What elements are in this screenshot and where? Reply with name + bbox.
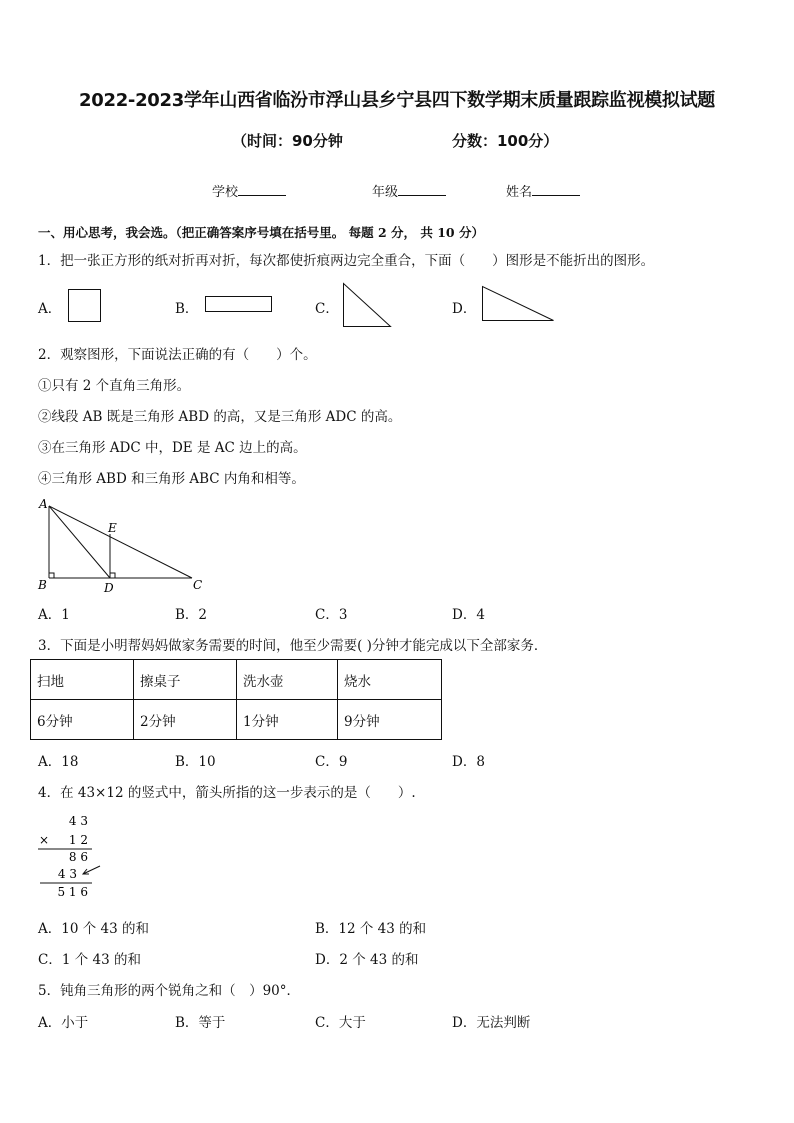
- q1-option-b: B．: [175, 301, 199, 317]
- question-4: 4．在 43×12 的竖式中，箭头所指的这一步表示的是（ ）.: [38, 785, 416, 801]
- q2-option-a: A．1: [38, 607, 70, 623]
- q2-option-c: C．3: [315, 607, 348, 623]
- table-row: [31, 700, 442, 740]
- label-c: C: [193, 578, 203, 592]
- q5-option-b: B．等于: [175, 1015, 226, 1031]
- calc-result: 5 1 6: [57, 885, 88, 899]
- q5-option-c: C．大于: [315, 1015, 366, 1031]
- table-cell: 烧水: [338, 660, 442, 700]
- label-b: B: [38, 578, 47, 592]
- name-label: 姓名: [506, 185, 533, 200]
- label-d: D: [104, 581, 114, 595]
- question-2: 2．观察图形，下面说法正确的有（ ）个。: [38, 347, 317, 363]
- q3-option-a: A．18: [38, 754, 79, 770]
- q3-option-b: B．10: [175, 754, 216, 770]
- q2-statement-3: ③在三角形 ADC 中，DE 是 AC 边上的高。: [38, 440, 307, 456]
- label-e: E: [108, 521, 117, 535]
- label-a: A: [39, 497, 48, 511]
- question-3: 3．下面是小明帮妈妈做家务需要的时间，他至少需要( )分钟才能完成以下全部家务．: [38, 638, 548, 654]
- q2-option-d: D．4: [452, 607, 485, 623]
- question-1: 1．把一张正方形的纸对折再对折，每次都使折痕两边完全重合，下面（ ）图形是不能折出的图形。: [38, 253, 655, 269]
- exam-time: （时间：90分钟: [232, 132, 343, 150]
- calc-partial-1: 8 6: [68, 850, 88, 864]
- table-cell: 6分钟: [31, 700, 134, 740]
- q2-triangle-figure: [0, 490, 260, 600]
- q1-option-a: A．: [38, 301, 62, 317]
- exam-score: 分数：100分）: [452, 132, 559, 150]
- calc-times-sign: ×: [39, 833, 50, 847]
- q1-option-d: D．: [452, 301, 477, 317]
- table-cell: 洗水壶: [237, 660, 338, 700]
- q4-option-b: B．12 个 43 的和: [315, 921, 427, 937]
- question-5: 5．钝角三角形的两个锐角之和（ ）90°．: [38, 983, 301, 999]
- table-cell: 扫地: [31, 660, 134, 700]
- vertical-multiplication: [30, 808, 120, 904]
- calc-multiplicand: 4 3: [68, 814, 88, 828]
- chores-table: [30, 659, 442, 740]
- q2-option-b: B．2: [175, 607, 208, 623]
- q1-option-c: C．: [315, 301, 339, 317]
- isosceles-right-triangle-shape: [344, 284, 391, 327]
- section-heading: 一、用心思考，我会选。（把正确答案序号填在括号里。 每题 2 分， 共 10 分）: [38, 225, 484, 240]
- grade-label: 年级: [372, 185, 399, 200]
- q4-option-c: C．1 个 43 的和: [38, 952, 141, 968]
- q2-statement-1: ①只有 2 个直角三角形。: [38, 378, 191, 394]
- table-row: [31, 660, 442, 700]
- page-title: 2022-2023学年山西省临汾市浮山县乡宁县四下数学期末质量跟踪监视模拟试题: [79, 90, 715, 111]
- table-cell: 擦桌子: [134, 660, 237, 700]
- q5-option-a: A．小于: [38, 1015, 89, 1031]
- table-cell: 2分钟: [134, 700, 237, 740]
- q3-option-d: D．8: [452, 754, 485, 770]
- calc-partial-2: 4 3: [57, 867, 77, 881]
- q5-option-d: D．无法判断: [452, 1015, 531, 1031]
- arrow-icon: [83, 866, 100, 874]
- q2-statement-2: ②线段 AB 既是三角形 ABD 的高，又是三角形 ADC 的高。: [38, 409, 402, 425]
- q3-option-c: C．9: [315, 754, 348, 770]
- right-triangle-shape: [483, 287, 554, 321]
- table-cell: 1分钟: [237, 700, 338, 740]
- square-shape: [69, 290, 101, 322]
- rectangle-shape: [206, 297, 272, 312]
- calc-multiplier: 1 2: [68, 833, 88, 847]
- school-label: 学校: [212, 185, 239, 200]
- q4-option-a: A．10 个 43 的和: [38, 921, 149, 937]
- q2-statement-4: ④三角形 ABD 和三角形 ABC 内角和相等。: [38, 471, 305, 487]
- q4-option-d: D．2 个 43 的和: [315, 952, 419, 968]
- q1-shapes: [0, 0, 794, 340]
- table-cell: 9分钟: [338, 700, 442, 740]
